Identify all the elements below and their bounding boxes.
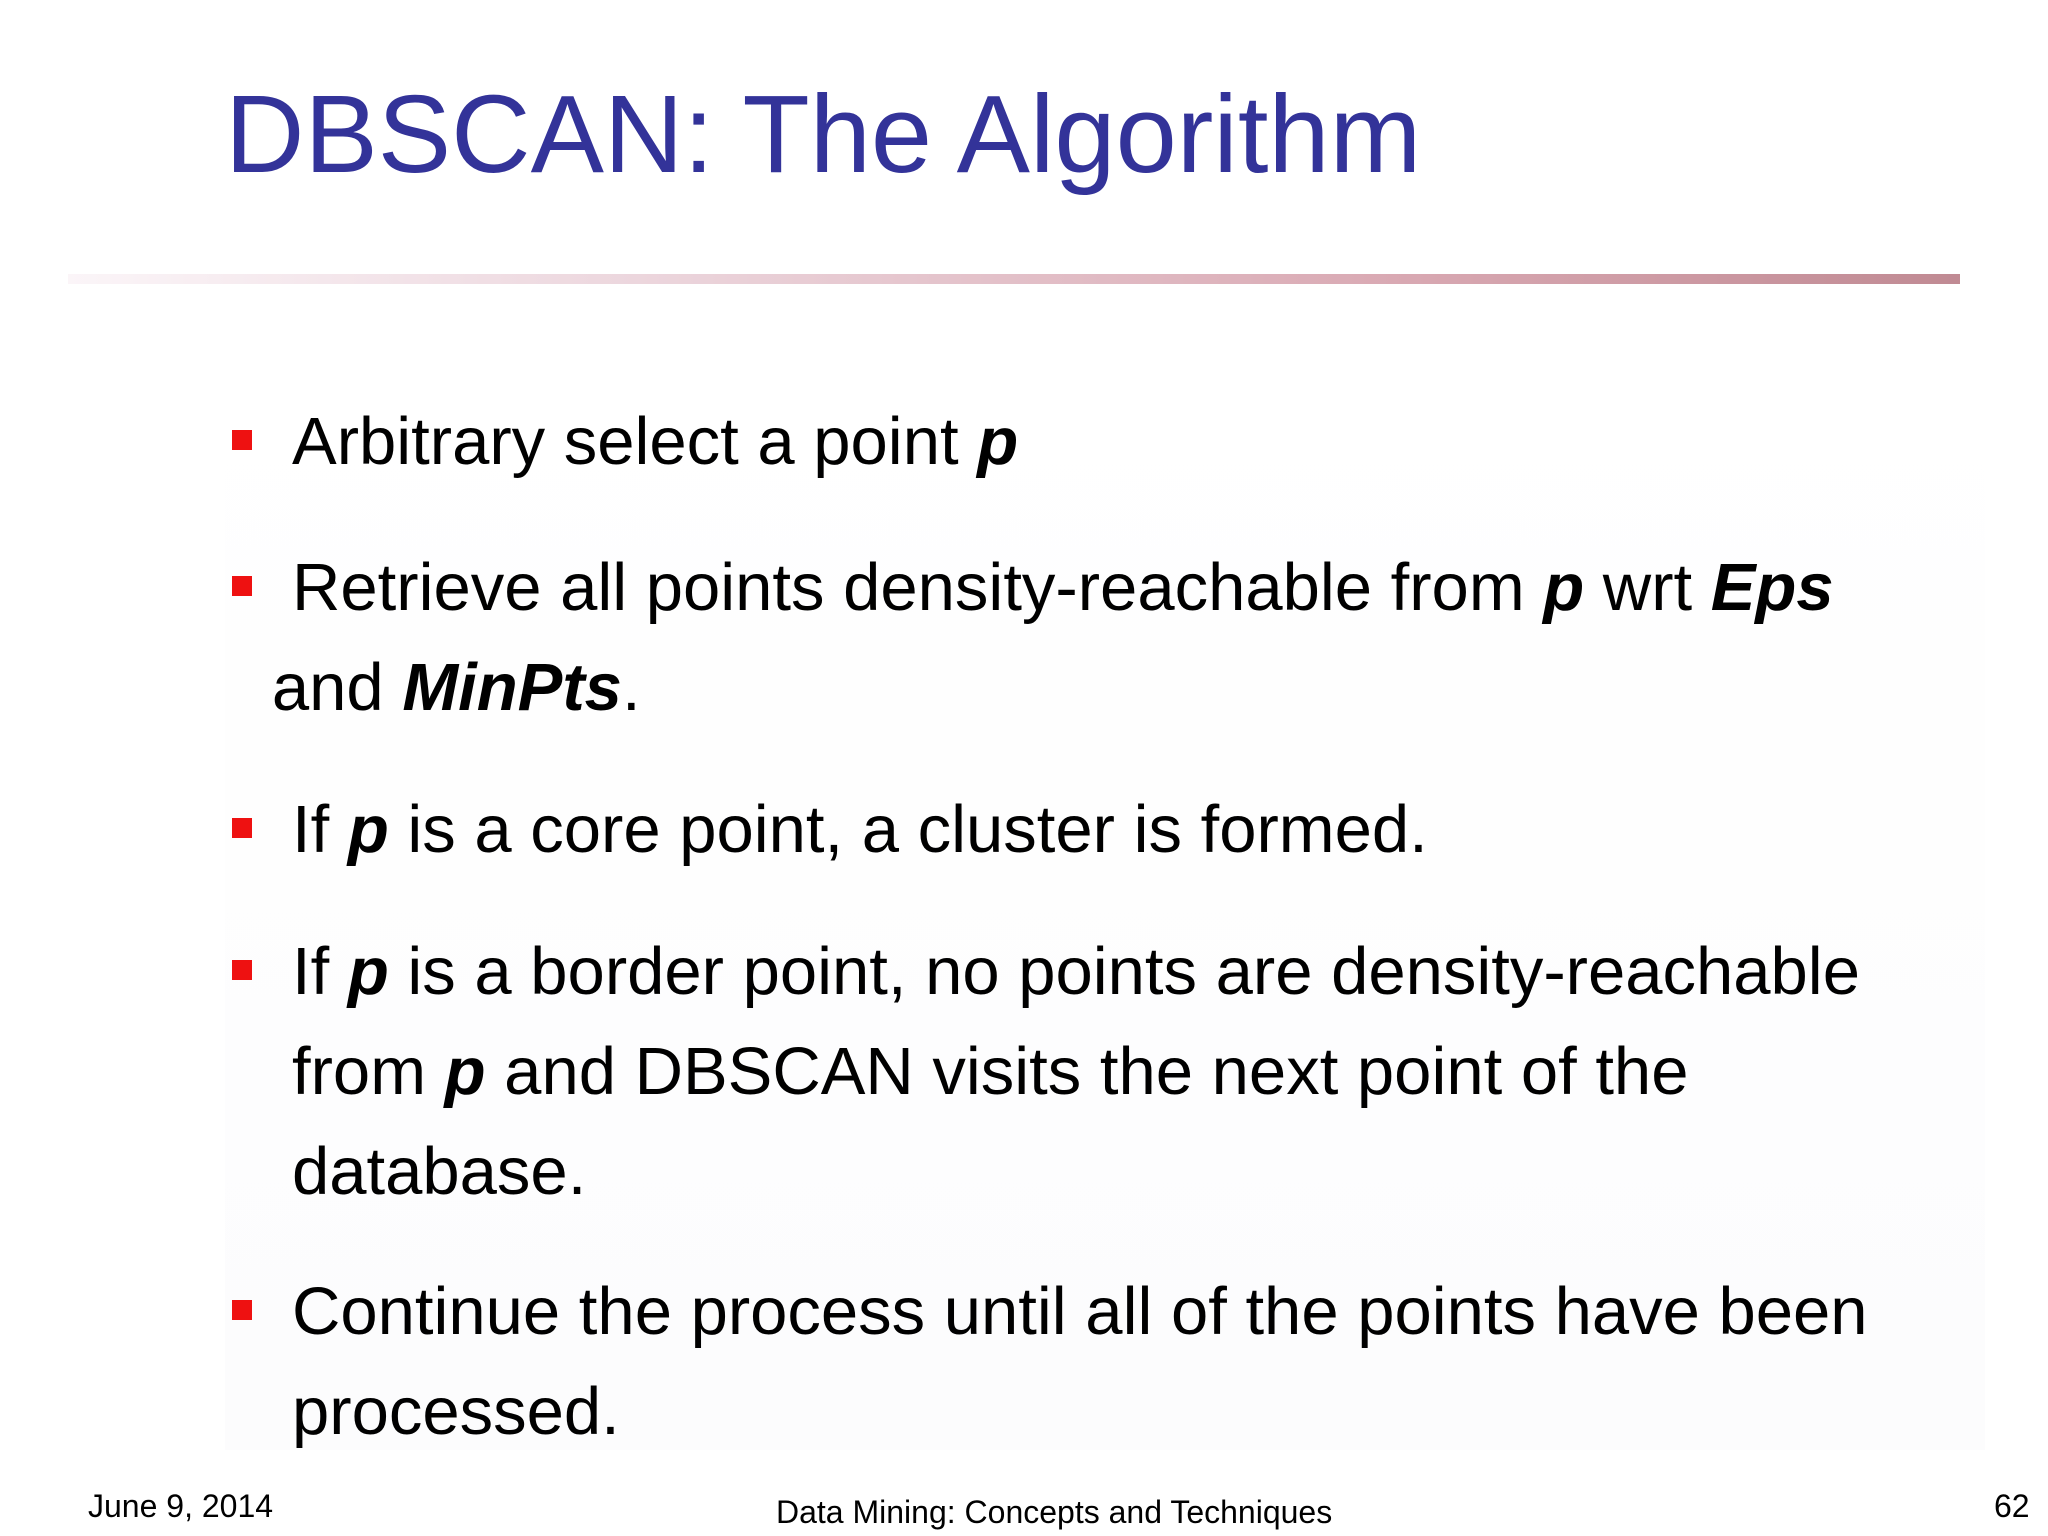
bullet-text: If p is a core point, a cluster is formed. xyxy=(292,792,1428,867)
bullet-marker-icon xyxy=(232,576,252,596)
bullet-marker-icon xyxy=(232,430,252,450)
bullet-text: Continue the process until all of the points have been processed. xyxy=(292,1274,1868,1449)
bullet-item-2 xyxy=(232,538,1932,738)
title-divider xyxy=(68,274,1960,284)
bullet-marker-icon xyxy=(232,960,252,980)
footer-course-title: Data Mining: Concepts and Techniques xyxy=(776,1494,1333,1530)
footer-date: June 9, 2014 xyxy=(88,1488,274,1524)
bullet-item-3 xyxy=(232,780,1932,880)
slide-number: 62 xyxy=(1994,1488,2030,1524)
bullet-text: Retrieve all points density-reachable from p wrt Eps and MinPts. xyxy=(271,550,1834,725)
slide-title: DBSCAN: The Algorithm xyxy=(225,73,1422,196)
bullet-item-1 xyxy=(232,392,1932,492)
bullet-marker-icon xyxy=(232,1300,252,1320)
bullet-item-5 xyxy=(232,1262,1932,1462)
bullet-text: If p is a border point, no points are density-reachable from p and DBSCAN visits the next point of the database. xyxy=(292,934,1860,1209)
bullet-text: Arbitrary select a point p xyxy=(292,404,1019,479)
bullet-marker-icon xyxy=(232,818,252,838)
bullet-item-4 xyxy=(232,922,1932,1222)
